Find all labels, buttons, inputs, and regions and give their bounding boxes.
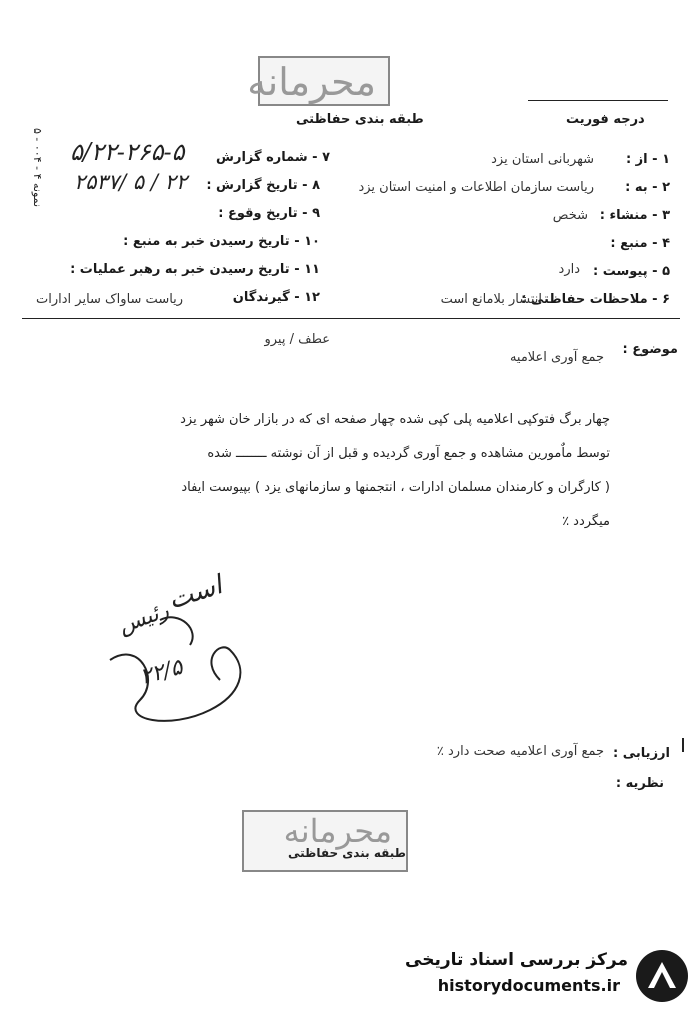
top-classification-stamp (247, 56, 390, 106)
header-divider (22, 318, 680, 319)
stamp-word: محرمانه (283, 812, 392, 850)
handwriting-line: است (164, 570, 226, 616)
stamp-word: محرمانه (247, 60, 376, 104)
field-report-number-label: ۷ - شماره گزارش (216, 150, 330, 165)
body-line: چهار برگ فتوکپی اعلامیه پلی کپی شده چهار صفحه ای که در بازار خان شهر یزد (180, 412, 610, 427)
subject-reference: عطف / پیرو (264, 332, 330, 347)
subject-text: جمع آوری اعلامیه (509, 350, 604, 365)
field-origin-value: شخص (552, 208, 588, 223)
handwriting-date: ۲۲/۵ (137, 654, 186, 691)
field-report-number-value: ۵/۲۲-۲۶۵-۵ (70, 138, 185, 166)
evaluation-text: جمع آوری اعلامیه صحت دارد ٪ (436, 744, 604, 759)
field-attachment-value: دارد (558, 262, 580, 277)
subject-label: موضوع : (622, 342, 678, 357)
field-security-label: ۶ - ملاحظات حفاظتی : (521, 292, 670, 307)
field-report-date-value: ۲۵۳۷/ ۵ / ۲۲ (74, 170, 188, 194)
form-code: نمونه ۴ - ۰۰۴ - ۵ (31, 128, 44, 208)
field-origin-label: ۳ - منشاء : (599, 208, 670, 223)
body-line: ( کارگران و کارمندان مسلمان ادارات ، انتجمنها و سازمانهای یزد ) بپیوست ایفاد (181, 480, 610, 495)
stamp-caption: طبقه بندی حفاظتی (288, 846, 406, 860)
body-line: میگردد ٪ (562, 514, 610, 529)
field-event-date-label: ۹ - تاریخ وقوع : (218, 206, 320, 221)
evaluation-bar (682, 738, 684, 752)
field-source-label: ۴ - منبع : (610, 236, 670, 251)
field-from-value: شهربانی استان یزد (491, 152, 594, 167)
field-recipients-value: ریاست ساواک سایر ادارات (36, 292, 184, 307)
opinion-label: نظریه : (615, 776, 664, 791)
logo-url: historydocuments.ir (437, 976, 620, 995)
priority-underline (528, 100, 668, 101)
field-source-received-label: ۱۰ - تاریخ رسیدن خبر به منبع : (123, 234, 320, 249)
logo-title: مرکز بررسی اسناد تاریخی (405, 950, 628, 970)
classification-label: طبقه بندی حفاظتی (296, 112, 424, 127)
field-recipients-label: ۱۲ - گیرندگان (232, 290, 320, 305)
logo-emblem-icon (634, 948, 690, 1004)
field-security-value: انتشار بلامانع است (440, 292, 542, 307)
field-to-label: ۲ - به : (625, 180, 670, 195)
field-from-label: ۱ - از : (625, 152, 670, 167)
field-report-date-label: ۸ - تاریخ گزارش : (206, 178, 320, 193)
field-attachment-label: ۵ - پیوست : (593, 264, 670, 279)
field-to-value: ریاست سازمان اطلاعات و امنیت استان یزد (358, 180, 594, 195)
bottom-classification-stamp (242, 810, 408, 872)
priority-label: درجه فوریت (566, 112, 645, 127)
handwriting-scribble (100, 597, 260, 740)
body-line: توسط ماٌمورین مشاهده و جمع آوری گردیده و قبل از آن نوشته ــــــــ شده (207, 446, 610, 461)
evaluation-label: ارزیابی : (613, 746, 670, 761)
handwriting-line: رئیس (115, 597, 173, 640)
field-ops-received-label: ۱۱ - تاریخ رسیدن خبر به رهبر عملیات : (70, 262, 320, 277)
